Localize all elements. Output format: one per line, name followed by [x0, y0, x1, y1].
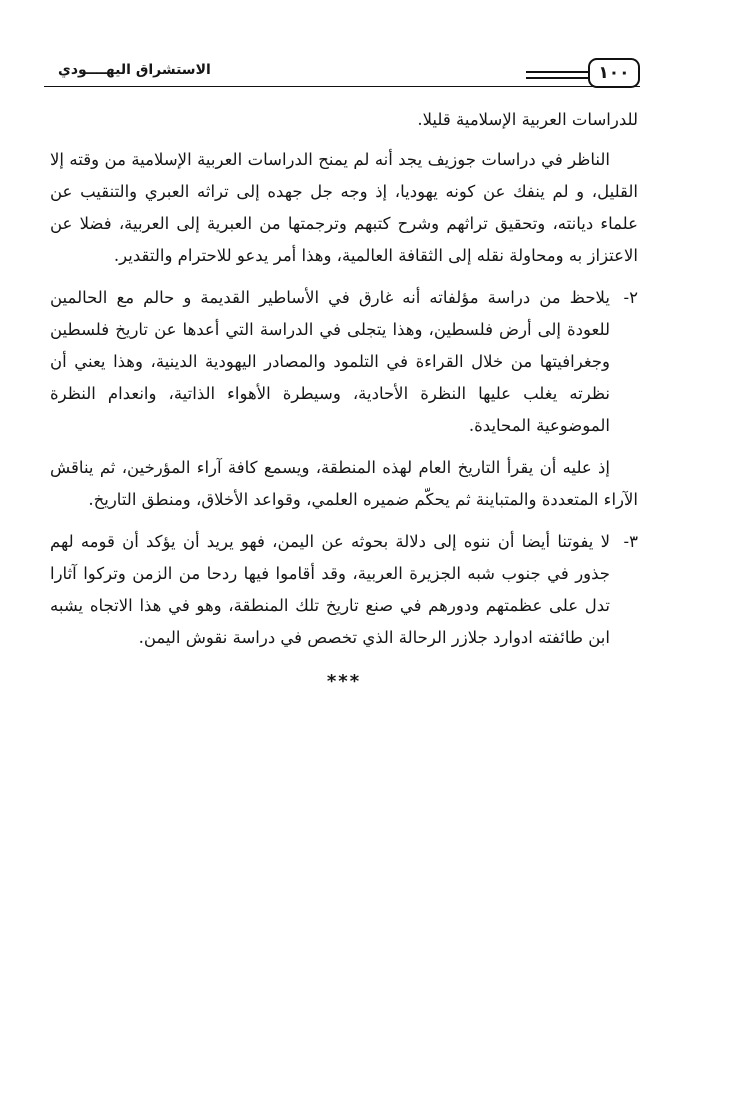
list-item-2-number: ٢-: [623, 288, 638, 307]
continuation-line: للدراسات العربية الإسلامية قليلا.: [417, 110, 638, 129]
header-rule-upper: [526, 71, 588, 73]
paragraph-2: إذ عليه أن يقرأ التاريخ العام لهذه المنطقة، ويسمع كافة آراء المؤرخين، ثم يناقش الآراء المتعددة والمتباينة ثم يحكّم ضميره العلمي، وقواعد الأخلاق، ومنطق التاريخ.: [50, 458, 638, 509]
list-item-3: [50, 526, 638, 654]
list-item-3-text: لا يفوتنا أيضا أن ننوه إلى دلالة بحوثه عن اليمن، فهو يريد أن يؤكد أن قومه لهم جذور في جنوب شبه الجزيرة العربية، وقد أقاموا فيها ردحا من الزمن وتركوا آثارا تدل على عظمتهم ودورهم في صنع تاريخ تلك المنطقة، وهو في هذا الاتجاه يشبه ابن طائفته ادوارد جلازر الرحالة الذي تخصص في دراسة نقوش اليمن.: [50, 532, 610, 647]
header-rule-lower: [526, 77, 588, 79]
list-item-2-text: يلاحظ من دراسة مؤلفاته أنه غارق في الأساطير القديمة و حالم مع الحالمين للعودة إلى أرض فلسطين، وهذا يتجلى في الدراسة التي أعدها عن تاريخ فلسطين وجغرافيتها من خلال القراءة في التلمود والمصادر اليهودية الدينية، وهذا يعني أن نظرته يغلب عليها النظرة الأحادية، وسيطرة الأهواء الذاتية، وانعدام النظرة الموضوعية المحايدة.: [50, 288, 610, 435]
page-body: [50, 104, 638, 698]
page-header: [44, 56, 640, 90]
page-number: ١٠٠: [588, 58, 640, 88]
list-item-2: [50, 282, 638, 442]
section-separator: ***: [326, 671, 362, 692]
paragraph-1: الناظر في دراسات جوزيف يجد أنه لم يمنح الدراسات العربية الإسلامية من وقته إلا القليل، و لم ينفك عن كونه يهوديا، إذ وجه جل جهده إلى تراثه العبري والتنقيب عن علماء ديانته، وتحقيق تراثهم وشرح كتبهم وترجمتها من العبرية إلى العربية، فضلا عن الاعتزاز به ومحاولة نقله إلى الثقافة العالمية، وهذا أمر يدعو للاحترام والتقدير.: [50, 150, 638, 265]
list-item-3-number: ٣-: [623, 532, 638, 551]
header-underline: [44, 86, 640, 87]
running-title: الاستشراق اليهــــودي: [58, 62, 211, 78]
